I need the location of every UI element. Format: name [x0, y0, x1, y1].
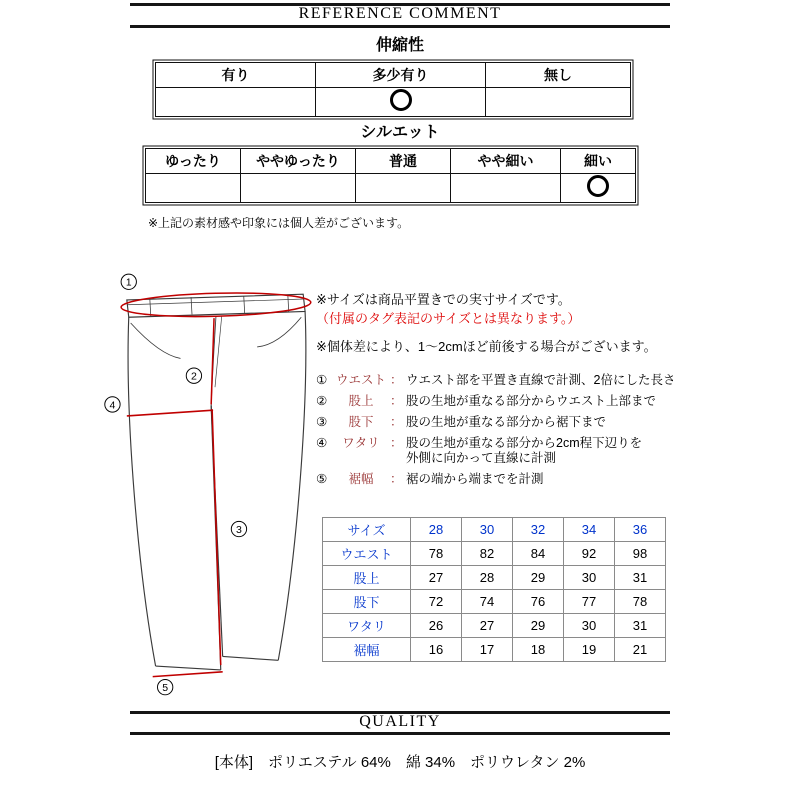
size-value: 16 — [411, 638, 462, 662]
silhouette-mark-cell — [146, 174, 241, 203]
material-composition: [本体] ポリエステル 64% 綿 34% ポリウレタン 2% — [214, 754, 586, 771]
elasticity-table — [155, 62, 631, 117]
right-pocket — [257, 317, 301, 347]
measure-number: ③ — [316, 415, 328, 429]
size-table-header-cell: サイズ — [323, 518, 411, 542]
table-row — [323, 638, 666, 662]
pants-line-art — [100, 270, 330, 697]
size-value: 31 — [615, 566, 666, 590]
measurement-row — [316, 373, 675, 388]
silhouette-option: 細い — [561, 149, 636, 174]
measurement-row — [316, 394, 675, 409]
measure-number: ⑤ — [316, 472, 328, 486]
size-table-header-row — [323, 518, 666, 542]
pants-diagram — [100, 270, 330, 702]
table-row — [323, 614, 666, 638]
silhouette-option: やや細い — [451, 149, 561, 174]
silhouette-mark-row — [146, 174, 636, 203]
size-value: 27 — [411, 566, 462, 590]
elasticity-option: 多少有り — [316, 63, 486, 88]
measurement-definitions — [316, 373, 675, 493]
size-value: 76 — [513, 590, 564, 614]
silhouette-selected-circle — [587, 175, 609, 197]
measurement-lines — [121, 291, 311, 677]
left-outer-seam — [128, 317, 155, 666]
size-value: 27 — [462, 614, 513, 638]
measure-desc: 股の生地が重なる部分から2cm程下辺りを 外側に向かって直線に計測 — [406, 436, 643, 465]
silhouette-mark-cell — [241, 174, 356, 203]
size-value: 26 — [411, 614, 462, 638]
svg-text:5: 5 — [162, 681, 169, 694]
size-value: 77 — [564, 590, 615, 614]
header-bottom-rule — [130, 25, 670, 28]
svg-text:2: 2 — [190, 370, 197, 383]
svg-text:4: 4 — [109, 399, 116, 412]
page-title: REFERENCE COMMENT — [298, 5, 502, 22]
size-value: 19 — [564, 638, 615, 662]
inseam-measure-line — [212, 409, 221, 665]
svg-text:3: 3 — [236, 523, 242, 536]
size-value: 84 — [513, 542, 564, 566]
row-label: 裾幅 — [323, 638, 411, 662]
measure-desc: 裾の端から端までを計測 — [406, 472, 544, 486]
marker-3-badge — [231, 521, 246, 536]
size-value: 21 — [615, 638, 666, 662]
elasticity-mark-cell — [156, 88, 316, 117]
size-note-line1: ※サイズは商品平置きでの実寸サイズです。 — [316, 292, 571, 307]
elasticity-mark-row — [156, 88, 631, 117]
thigh-measure-line — [127, 410, 213, 416]
row-label: 股上 — [323, 566, 411, 590]
elasticity-options-row — [156, 63, 631, 88]
marker-5-badge — [158, 679, 173, 694]
size-table — [322, 517, 666, 662]
size-table-header-cell: 32 — [513, 518, 564, 542]
hem-measure-line — [153, 672, 223, 677]
silhouette-option: ゆったり — [146, 149, 241, 174]
measure-colon: ： — [390, 394, 403, 408]
silhouette-options-row — [146, 149, 636, 174]
silhouette-mark-cell — [561, 174, 636, 203]
size-table-header-cell: 30 — [462, 518, 513, 542]
left-pocket — [131, 323, 181, 358]
measure-label: 股上 — [348, 394, 374, 408]
size-value: 28 — [462, 566, 513, 590]
size-note-line3: ※個体差により、1～2cmほど前後する場合がございます。 — [316, 339, 657, 354]
marker-badges — [105, 274, 247, 695]
elasticity-option: 無し — [486, 63, 631, 88]
measurement-row — [316, 436, 675, 466]
size-value: 29 — [513, 614, 564, 638]
table-row — [323, 566, 666, 590]
elasticity-selected-circle — [390, 89, 412, 111]
measure-colon: ： — [390, 373, 403, 387]
size-value: 29 — [513, 566, 564, 590]
table-row — [323, 590, 666, 614]
silhouette-mark-cell — [451, 174, 561, 203]
measure-number: ② — [316, 394, 328, 408]
measure-label: 股下 — [348, 415, 374, 429]
table-row — [323, 542, 666, 566]
silhouette-mark-cell — [356, 174, 451, 203]
size-notes — [316, 290, 657, 356]
size-value: 98 — [615, 542, 666, 566]
quality-bottom-rule — [130, 732, 670, 735]
size-value: 31 — [615, 614, 666, 638]
impression-note: ※上記の素材感や印象には個人差がございます。 — [148, 216, 410, 230]
size-table-header-cell: 28 — [411, 518, 462, 542]
right-outer-seam — [278, 311, 306, 660]
row-label: ウエスト — [323, 542, 411, 566]
marker-2-badge — [186, 368, 201, 383]
size-value: 92 — [564, 542, 615, 566]
silhouette-option: ややゆったり — [241, 149, 356, 174]
measure-colon: ： — [390, 472, 403, 486]
row-label: ワタリ — [323, 614, 411, 638]
elasticity-option: 有り — [156, 63, 316, 88]
measure-desc: ウエスト部を平置き直線で計測、2倍にした長さ — [406, 373, 676, 387]
size-note-line2: （付属のタグ表記のサイズとは異なります。） — [316, 311, 581, 326]
measure-label: ワタリ — [342, 436, 380, 450]
measure-colon: ： — [390, 436, 403, 450]
measure-number: ④ — [316, 436, 328, 450]
measure-desc: 股の生地が重なる部分からウエスト上部まで — [406, 394, 657, 408]
marker-4-badge — [105, 397, 120, 412]
right-hem — [223, 656, 279, 660]
size-value: 78 — [411, 542, 462, 566]
size-value: 78 — [615, 590, 666, 614]
silhouette-table — [145, 148, 636, 203]
size-value: 82 — [462, 542, 513, 566]
measure-desc: 股の生地が重なる部分から裾下まで — [406, 415, 607, 429]
measure-number: ① — [316, 373, 328, 387]
size-table-header-cell: 36 — [615, 518, 666, 542]
size-value: 72 — [411, 590, 462, 614]
silhouette-title: シルエット — [360, 124, 440, 141]
marker-1-badge — [121, 274, 136, 289]
measurement-row — [316, 415, 675, 430]
measure-colon: ： — [390, 415, 403, 429]
elasticity-mark-cell — [486, 88, 631, 117]
silhouette-option: 普通 — [356, 149, 451, 174]
quality-title: QUALITY — [359, 713, 441, 730]
elasticity-title: 伸縮性 — [375, 37, 424, 54]
measurement-row — [316, 472, 675, 487]
size-table-header-cell: 34 — [564, 518, 615, 542]
measure-label: ウエスト — [335, 373, 386, 387]
elasticity-mark-cell — [316, 88, 486, 117]
size-value: 74 — [462, 590, 513, 614]
size-value: 17 — [462, 638, 513, 662]
measure-label: 裾幅 — [348, 472, 374, 486]
row-label: 股下 — [323, 590, 411, 614]
pants-outline — [127, 294, 306, 670]
size-value: 18 — [513, 638, 564, 662]
size-value: 30 — [564, 566, 615, 590]
svg-text:1: 1 — [125, 276, 132, 289]
left-hem — [156, 666, 221, 670]
size-value: 30 — [564, 614, 615, 638]
